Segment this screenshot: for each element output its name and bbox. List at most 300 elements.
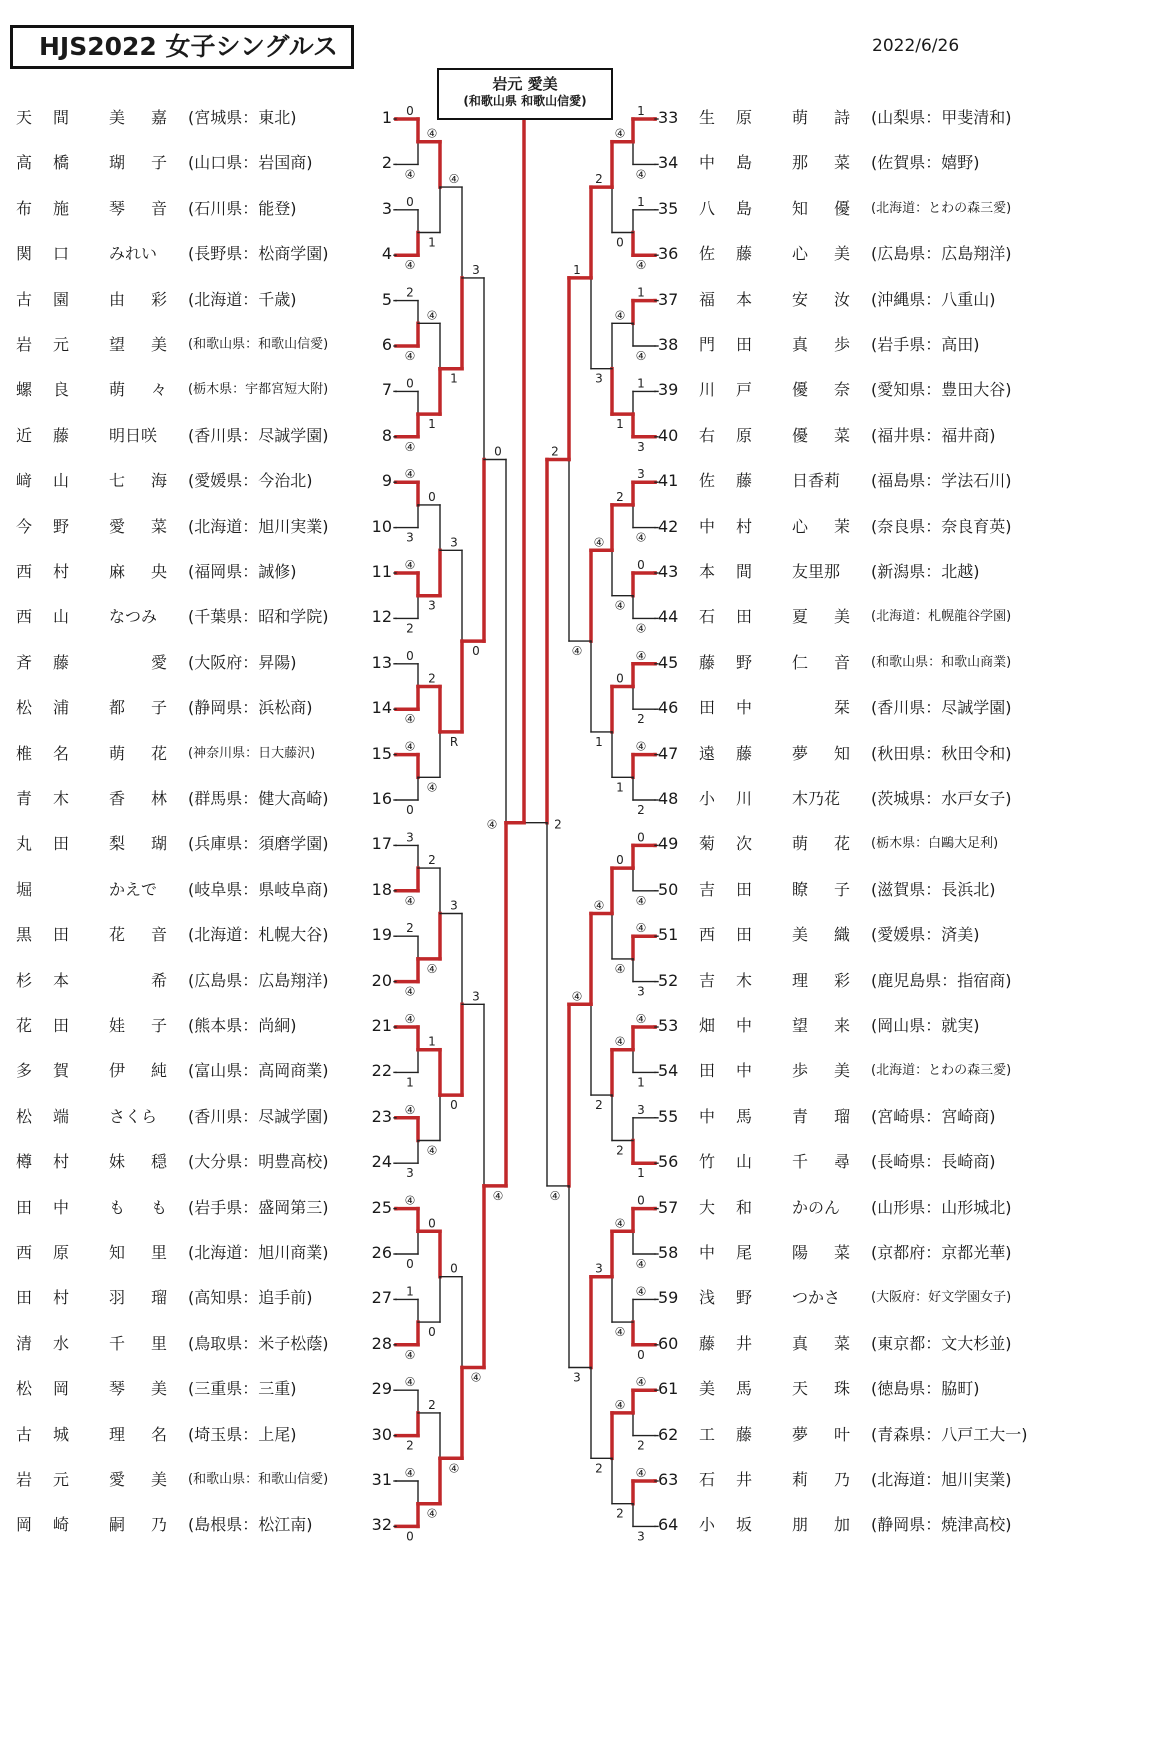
player-given-name: 愛 xyxy=(151,652,168,672)
seed-number: 52 xyxy=(658,970,679,990)
match-score: ④ xyxy=(614,1325,626,1340)
match-score: 3 xyxy=(428,598,436,613)
seed-number: 31 xyxy=(371,1470,392,1489)
player-family-name: 田 xyxy=(53,925,70,945)
player-family-name: 高 xyxy=(16,153,33,173)
match-score: 1 xyxy=(637,1166,645,1181)
player-family-name: 古 xyxy=(16,289,33,309)
player-family-name: 島 xyxy=(736,153,753,173)
player-given-name: 朋 xyxy=(792,1515,809,1535)
player-team: (三重県：三重) xyxy=(188,1379,297,1399)
player-team: (群馬県：健大高崎) xyxy=(188,789,329,808)
match-score: 0 xyxy=(406,648,414,663)
player-family-name: 藤 xyxy=(736,471,753,491)
player-team: (富山県：高岡商業) xyxy=(188,1061,329,1081)
player-given-name: 菜 xyxy=(151,516,168,536)
player-family-name: 施 xyxy=(53,198,70,218)
player-family-name: 小 xyxy=(699,1515,716,1535)
player-given-name: 娃 xyxy=(109,1016,126,1035)
player-given-name: 仁 xyxy=(792,652,809,672)
match-score: 1 xyxy=(637,104,645,118)
seed-number: 8 xyxy=(381,425,392,445)
player-given-name: 里 xyxy=(151,1333,168,1353)
player-family-name: 端 xyxy=(53,1106,70,1126)
match-score: 1 xyxy=(637,1075,645,1090)
player-team: (愛媛県：今治北) xyxy=(188,471,313,491)
match-score: 2 xyxy=(554,817,562,832)
player-family-name: 西 xyxy=(16,607,33,627)
match-score: ④ xyxy=(635,893,647,908)
player-family-name: 田 xyxy=(736,879,753,899)
player-given-name: さくら xyxy=(109,1106,158,1126)
player-given-name: 詩 xyxy=(834,108,851,127)
match-score: 3 xyxy=(637,467,645,482)
player-team: (北海道：旭川実業) xyxy=(871,1470,1012,1489)
player-team: (滋賀県：長浜北) xyxy=(871,879,996,899)
player-family-name: 井 xyxy=(736,1470,753,1489)
match-score: 3 xyxy=(406,530,414,545)
player-family-name: 天 xyxy=(16,108,33,127)
seed-number: 37 xyxy=(658,289,679,309)
match-score: 0 xyxy=(616,671,624,686)
match-score: 0 xyxy=(406,1529,414,1544)
player-given-name: 純 xyxy=(151,1061,168,1081)
seed-number: 44 xyxy=(658,607,679,627)
player-family-name: 堀 xyxy=(16,879,33,899)
player-family-name: 田 xyxy=(53,834,70,854)
player-team: (京都府：京都光華) xyxy=(871,1243,1012,1262)
player-family-name: 藤 xyxy=(53,652,70,672)
player-team: (北海道：札幌大谷) xyxy=(188,925,329,945)
match-score: 0 xyxy=(616,853,624,868)
player-given-name: 七 xyxy=(109,471,126,491)
player-family-name: 岡 xyxy=(16,1515,33,1535)
player-team: (大阪府：好文学園女子) xyxy=(871,1290,1012,1306)
seed-number: 11 xyxy=(371,562,392,581)
player-given-name: 望 xyxy=(792,1016,809,1035)
match-score: 2 xyxy=(428,671,436,686)
seed-number: 60 xyxy=(658,1333,679,1353)
match-score: 2 xyxy=(406,921,414,936)
player-family-name: 多 xyxy=(16,1061,33,1081)
champion-box xyxy=(437,68,613,120)
match-score: ④ xyxy=(635,1375,647,1390)
player-given-name: も xyxy=(109,1197,126,1217)
player-team: (鳥取県：米子松蔭) xyxy=(188,1333,329,1353)
match-score: 1 xyxy=(637,376,645,391)
match-score: 3 xyxy=(472,262,480,277)
player-team: (佐賀県：嬉野) xyxy=(871,153,980,173)
player-family-name: 本 xyxy=(53,970,70,990)
player-given-name: 優 xyxy=(834,198,851,218)
match-score: ④ xyxy=(549,1188,561,1203)
player-family-name: 青 xyxy=(16,789,33,808)
player-family-name: 村 xyxy=(53,562,70,581)
match-score: 0 xyxy=(637,1347,645,1362)
match-score: 1 xyxy=(428,235,436,250)
player-team: (埼玉県：上尾) xyxy=(188,1424,297,1444)
match-score: 2 xyxy=(428,1397,436,1412)
player-family-name: 元 xyxy=(53,1470,70,1489)
player-given-name: 織 xyxy=(834,925,851,945)
match-score: ④ xyxy=(426,780,438,795)
player-given-name: 瞭 xyxy=(792,879,809,899)
player-given-name: 穏 xyxy=(151,1152,168,1172)
player-family-name: 崎 xyxy=(53,1515,70,1535)
player-family-name: 田 xyxy=(16,1197,33,1217)
player-family-name: 田 xyxy=(736,607,753,627)
match-score: 0 xyxy=(428,1325,436,1340)
player-family-name: 原 xyxy=(736,108,753,127)
seed-number: 43 xyxy=(658,562,679,581)
seed-number: 33 xyxy=(658,108,679,127)
player-given-name: 琴 xyxy=(109,198,126,218)
match-score: 1 xyxy=(428,417,436,432)
player-team: (岩手県：盛岡第三) xyxy=(188,1197,329,1217)
player-family-name: 西 xyxy=(16,1243,33,1262)
player-team: (山口県：岩国商) xyxy=(188,153,313,173)
player-given-name: 瑚 xyxy=(109,153,126,173)
seed-number: 39 xyxy=(658,380,679,400)
player-given-name: 花 xyxy=(109,925,126,945)
player-given-name: 海 xyxy=(151,471,168,491)
player-given-name: 珠 xyxy=(834,1379,851,1399)
match-score: 0 xyxy=(450,1098,458,1113)
match-score: 2 xyxy=(406,285,414,300)
seed-number: 2 xyxy=(381,153,392,173)
player-family-name: 竹 xyxy=(699,1152,716,1172)
player-given-name: 優 xyxy=(792,425,809,445)
player-given-name: 美 xyxy=(109,108,126,127)
player-given-name: 夢 xyxy=(792,1424,809,1444)
player-given-name: かえで xyxy=(109,879,158,899)
player-team: (福島県：学法石川) xyxy=(871,471,1012,491)
match-score: ④ xyxy=(426,1143,438,1158)
player-team: (静岡県：焼津高校) xyxy=(871,1515,1012,1535)
player-family-name: 中 xyxy=(699,1243,716,1262)
player-family-name: 美 xyxy=(699,1379,716,1399)
match-score: ④ xyxy=(635,739,647,754)
player-family-name: 中 xyxy=(736,1061,753,1081)
champion-team: (和歌山県 和歌山信愛) xyxy=(463,94,587,108)
match-score: 2 xyxy=(551,444,559,459)
player-given-name: 花 xyxy=(151,743,168,763)
player-given-name: 萌 xyxy=(792,834,809,854)
seed-number: 48 xyxy=(658,789,679,808)
player-team: (山梨県：甲斐清和) xyxy=(871,108,1012,127)
match-score: 0 xyxy=(428,489,436,504)
player-family-name: 西 xyxy=(699,925,716,945)
match-score: ④ xyxy=(404,712,416,727)
seed-number: 9 xyxy=(381,471,392,491)
player-family-name: 田 xyxy=(736,335,753,354)
player-family-name: 螺 xyxy=(16,380,33,400)
player-given-name: 美 xyxy=(151,335,168,354)
match-score: 2 xyxy=(616,489,624,504)
player-team: (香川県：尽誠学園) xyxy=(871,698,1012,718)
match-score: 2 xyxy=(595,172,603,187)
match-score: 0 xyxy=(494,444,502,459)
player-family-name: 馬 xyxy=(736,1106,753,1126)
player-given-name: も xyxy=(151,1197,168,1217)
player-family-name: 山 xyxy=(53,607,70,627)
match-score: ④ xyxy=(614,1216,626,1231)
player-team: (岡山県：就実) xyxy=(871,1016,980,1035)
player-family-name: 石 xyxy=(699,607,716,627)
player-team: (山形県：山形城北) xyxy=(871,1197,1012,1217)
player-given-name: 瑠 xyxy=(834,1106,851,1126)
match-score: 2 xyxy=(637,803,645,817)
player-given-name: 林 xyxy=(151,789,168,808)
player-family-name: 藤 xyxy=(736,743,753,763)
seed-number: 54 xyxy=(658,1061,679,1081)
player-given-name: 央 xyxy=(151,562,168,581)
player-given-name: 陽 xyxy=(792,1243,809,1262)
player-given-name: 音 xyxy=(151,925,168,945)
player-family-name: 藤 xyxy=(736,244,753,264)
player-family-name: 島 xyxy=(736,198,753,218)
player-family-name: 浦 xyxy=(53,698,70,718)
player-family-name: 岡 xyxy=(53,1379,70,1399)
player-family-name: 水 xyxy=(53,1333,70,1353)
player-team: (香川県：尽誠学園) xyxy=(188,425,329,445)
player-given-name: 瑠 xyxy=(151,1288,168,1308)
player-team: (秋田県：秋田令和) xyxy=(871,743,1012,763)
player-family-name: 吉 xyxy=(699,879,716,899)
seed-number: 51 xyxy=(658,925,679,945)
player-family-name: 小 xyxy=(699,789,716,808)
seed-number: 13 xyxy=(371,652,392,672)
player-given-name: 菜 xyxy=(834,1333,851,1353)
match-score: ④ xyxy=(593,535,605,550)
player-given-name: 美 xyxy=(834,244,851,264)
match-score: 0 xyxy=(428,1216,436,1231)
match-score: 1 xyxy=(616,417,624,432)
player-family-name: 浅 xyxy=(699,1288,716,1308)
match-score: ④ xyxy=(614,308,626,323)
player-team: (北海道：千歳) xyxy=(188,289,297,309)
seed-number: 6 xyxy=(381,335,392,354)
match-score: 0 xyxy=(637,1193,645,1208)
player-given-name: 彩 xyxy=(151,289,168,309)
player-family-name: 近 xyxy=(16,425,33,445)
player-given-name: 萌 xyxy=(792,108,809,127)
player-team: (熊本県：尚絅) xyxy=(188,1016,297,1035)
match-score: 2 xyxy=(637,1438,645,1453)
match-score: ④ xyxy=(404,558,416,572)
match-score: 1 xyxy=(406,1075,414,1090)
player-given-name: つかさ xyxy=(792,1288,841,1308)
player-family-name: 中 xyxy=(736,1016,753,1035)
player-family-name: 今 xyxy=(16,516,33,536)
player-family-name: 田 xyxy=(699,698,716,718)
match-score: 2 xyxy=(595,1098,603,1113)
player-given-name: 子 xyxy=(151,698,168,718)
player-team: (沖縄県：八重山) xyxy=(871,289,996,309)
player-team: (大分県：明豊高校) xyxy=(188,1152,329,1172)
player-team: (長野県：松商学園) xyxy=(188,244,329,264)
player-team: (千葉県：昭和学院) xyxy=(188,607,329,627)
player-given-name: 菜 xyxy=(834,153,851,173)
match-score: ④ xyxy=(635,1012,647,1026)
seed-number: 55 xyxy=(658,1106,679,1126)
player-given-name: 尋 xyxy=(834,1152,851,1172)
player-team: (香川県：尽誠学園) xyxy=(188,1106,329,1126)
player-family-name: 松 xyxy=(16,1379,33,1399)
player-team: (鹿児島県：指宿商) xyxy=(871,970,1012,990)
player-given-name: 加 xyxy=(834,1515,851,1535)
seed-number: 62 xyxy=(658,1424,679,1444)
player-family-name: 藤 xyxy=(699,1333,716,1353)
match-score: 0 xyxy=(616,235,624,250)
match-score: ④ xyxy=(614,1034,626,1049)
player-given-name: 香 xyxy=(109,789,126,808)
player-team: (和歌山県：和歌山商業) xyxy=(871,654,1012,670)
player-team: (北海道：とわの森三愛) xyxy=(871,200,1012,216)
player-given-name: 安 xyxy=(792,289,809,309)
player-given-name: 妹 xyxy=(109,1152,126,1172)
player-team: (和歌山県：和歌山信愛) xyxy=(188,337,329,352)
player-given-name: 萌 xyxy=(109,743,126,763)
player-family-name: 井 xyxy=(736,1333,753,1353)
player-team: (和歌山県：和歌山信愛) xyxy=(188,1472,329,1487)
player-family-name: 山 xyxy=(736,1152,753,1172)
match-score: 3 xyxy=(406,830,414,845)
seed-number: 5 xyxy=(381,289,392,309)
match-score: ④ xyxy=(404,984,416,999)
seed-number: 3 xyxy=(381,198,392,218)
player-team: (北海道：旭川実業) xyxy=(188,516,329,536)
player-given-name: 知 xyxy=(109,1243,126,1262)
player-team: (神奈川県：日大藤沢) xyxy=(188,745,316,761)
match-score: ④ xyxy=(448,172,460,187)
match-score: 3 xyxy=(450,535,458,550)
seed-number: 35 xyxy=(658,198,679,218)
player-family-name: 樽 xyxy=(16,1152,33,1172)
seed-number: 58 xyxy=(658,1243,679,1262)
player-given-name: 都 xyxy=(109,698,126,718)
player-given-name: 里 xyxy=(151,1243,168,1262)
match-score: 0 xyxy=(406,1257,414,1271)
match-score: 2 xyxy=(595,1461,603,1476)
match-score: ④ xyxy=(404,349,416,363)
match-score: ④ xyxy=(404,467,416,482)
seed-number: 29 xyxy=(371,1379,392,1399)
player-given-name: 美 xyxy=(834,607,851,627)
player-family-name: 坂 xyxy=(736,1515,753,1535)
player-given-name: 美 xyxy=(151,1379,168,1399)
player-given-name: 天 xyxy=(792,1379,809,1399)
player-team: (奈良県：奈良育英) xyxy=(871,516,1012,536)
player-given-name: 梨 xyxy=(109,834,126,854)
match-score: 0 xyxy=(472,644,480,659)
match-score: 0 xyxy=(637,830,645,845)
match-score: ④ xyxy=(404,1347,416,1362)
match-score: 1 xyxy=(573,262,581,277)
player-given-name: 萌 xyxy=(109,380,126,400)
seed-number: 18 xyxy=(371,879,392,899)
player-given-name: 花 xyxy=(834,834,851,854)
match-score: ④ xyxy=(448,1461,460,1476)
match-score: ④ xyxy=(404,1193,416,1208)
player-family-name: 藤 xyxy=(699,652,716,672)
seed-number: 14 xyxy=(371,698,392,718)
match-score: 3 xyxy=(637,439,645,454)
player-team: (北海道：旭川商業) xyxy=(188,1243,329,1262)
match-score: R xyxy=(449,734,459,749)
seed-number: 12 xyxy=(371,607,392,627)
seed-number: 42 xyxy=(658,516,679,536)
player-given-name: 奈 xyxy=(834,380,851,400)
player-family-name: 川 xyxy=(699,380,716,400)
player-team: (北海道：札幌龍谷学園) xyxy=(871,609,1012,625)
player-family-name: 川 xyxy=(736,789,753,808)
player-given-name: 名 xyxy=(151,1424,168,1444)
player-given-name: 由 xyxy=(109,289,126,309)
player-given-name: 栞 xyxy=(834,698,851,718)
player-given-name: 木乃花 xyxy=(792,789,841,808)
match-score: ④ xyxy=(635,648,647,663)
seed-number: 40 xyxy=(658,425,679,445)
player-given-name: 莉 xyxy=(792,1470,809,1489)
player-given-name: みれい xyxy=(109,244,158,264)
player-family-name: 良 xyxy=(53,380,70,400)
seed-number: 49 xyxy=(658,834,679,854)
player-team: (大阪府：昇陽) xyxy=(188,652,297,672)
match-score: ④ xyxy=(571,644,583,659)
player-given-name: 愛 xyxy=(109,516,126,536)
seed-number: 59 xyxy=(658,1288,679,1308)
player-family-name: 田 xyxy=(699,1061,716,1081)
player-family-name: 松 xyxy=(16,698,33,718)
player-family-name: 木 xyxy=(736,970,753,990)
player-given-name: 叶 xyxy=(834,1424,851,1444)
player-given-name: 乃 xyxy=(834,1470,851,1489)
seed-number: 53 xyxy=(658,1016,679,1035)
seed-number: 19 xyxy=(371,925,392,945)
player-family-name: 杉 xyxy=(16,970,33,990)
player-family-name: 田 xyxy=(736,925,753,945)
player-family-name: 松 xyxy=(16,1106,33,1126)
player-given-name: 音 xyxy=(834,652,851,672)
player-family-name: 西 xyxy=(16,562,33,581)
match-score: 2 xyxy=(428,853,436,868)
match-score: ④ xyxy=(470,1370,482,1385)
player-family-name: 中 xyxy=(699,1106,716,1126)
player-given-name: 心 xyxy=(792,244,809,264)
match-score: 2 xyxy=(637,712,645,727)
match-score: ④ xyxy=(635,1257,647,1271)
player-family-name: 中 xyxy=(699,516,716,536)
player-team: (広島県：広島翔洋) xyxy=(871,244,1012,264)
match-score: ④ xyxy=(426,961,438,976)
player-given-name: 理 xyxy=(792,970,809,990)
player-given-name: 嗣 xyxy=(109,1515,126,1535)
seed-number: 41 xyxy=(658,471,679,491)
player-family-name: 岩 xyxy=(16,1470,33,1489)
match-score: 1 xyxy=(616,780,624,795)
player-family-name: 本 xyxy=(736,289,753,309)
seed-number: 64 xyxy=(658,1515,679,1535)
player-family-name: 福 xyxy=(699,289,716,309)
player-family-name: 関 xyxy=(16,244,33,264)
player-family-name: 生 xyxy=(699,108,716,127)
match-score: ④ xyxy=(614,126,626,141)
player-given-name: 子 xyxy=(151,153,168,173)
player-family-name: 工 xyxy=(699,1424,716,1444)
player-family-name: 次 xyxy=(736,834,753,854)
player-family-name: 岩 xyxy=(16,335,33,354)
